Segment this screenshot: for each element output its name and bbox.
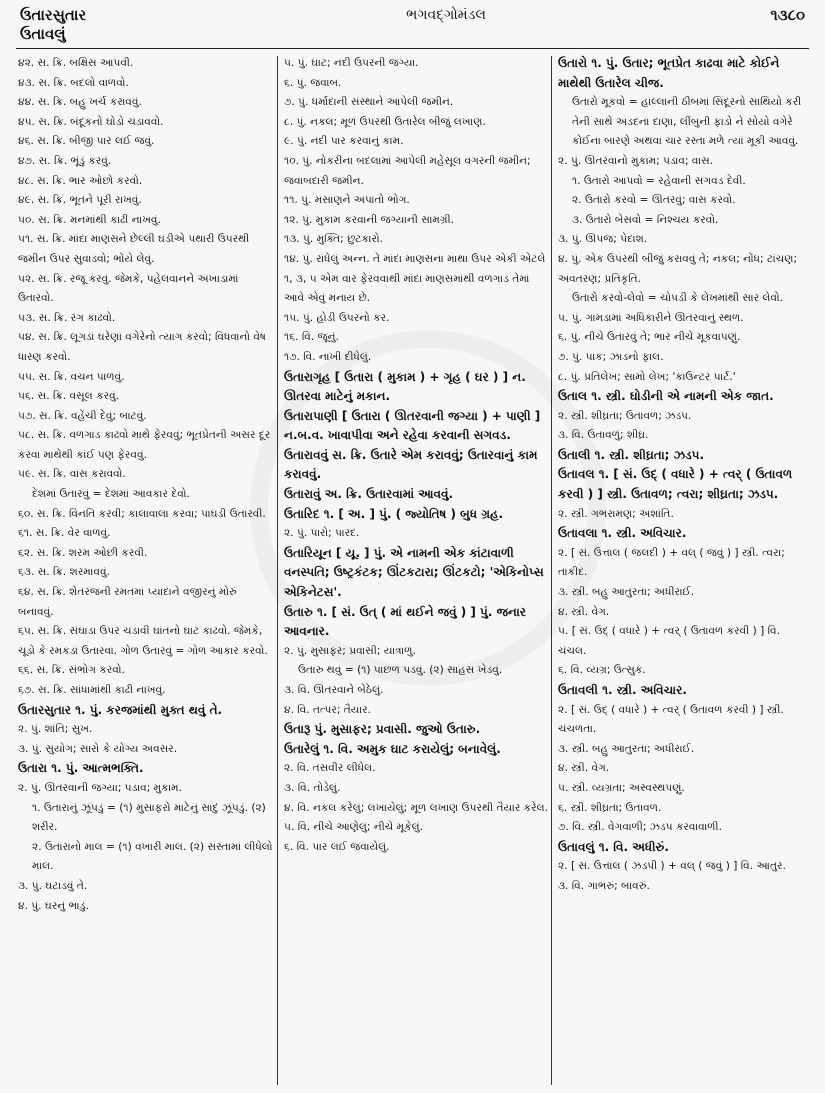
header-rule — [16, 48, 809, 49]
dictionary-sense-entry: ૨. પું. ઊતરવાની જગ્યા; પડાવ; મુકામ. — [18, 781, 183, 794]
dictionary-sense-entry: ૮. પું. પ્રતિલેખ; સામો લેખ; 'કાઉન્ટર પાર્ટ.' — [558, 370, 736, 383]
dictionary-sense-entry: ૬. વિ. પાર લઈ જવાયેલું. — [284, 840, 390, 853]
dictionary-headword-entry: ઉતારિયૂન [ યૂ. ] પું. એ નામની એક કાંટાવાળી વનસ્પતિ; ઉષ્ટ્રકંટક; ઊંટકટારા; ઊંટકટો; 'એકિનોપ્સ એકિનેટસ'. — [284, 545, 544, 600]
dictionary-sense-entry: ૭. વિ. સ્ત્રી. વેગવાળી; ઝડપ કરવાવાળી. — [558, 821, 722, 834]
dictionary-headword-entry: ઉતાવલું ૧. વિ. અધીરું. — [558, 839, 669, 854]
dictionary-sense-entry: ૫૬. સ. ક્રિ. વસૂલ કરવું. — [18, 390, 120, 403]
dictionary-sense-entry: ૪૯. સ. ક્રિ. ભૂતને પૂરી રાખવું. — [18, 194, 142, 207]
dictionary-sense-entry: ૨. [ સં. ઉદ્ ( વધારે ) + ત્વર્ ( ઉતાવળ કરવી ) ] સ્ત્રી. ચંચળતા. — [558, 703, 784, 736]
dictionary-sense-entry: ૬૧. સ. ક્રિ. વેર વાળવું. — [18, 527, 111, 540]
dictionary-sense-entry: ૬. પું. નીચે ઉતારવું તે; ભાર નીચે મૂકવાપણું. — [558, 331, 741, 344]
dictionary-sense-entry: ૨. પું. ઊતરવાનો મુકામ; પડાવ; વાસ. — [558, 154, 714, 167]
dictionary-sense-entry: ૧. ઉતારાનું ઝૂંપડું = (૧) મુસાફરો માટેનું સાદું ઝૂંપડું. (૨) શરીર. — [32, 801, 266, 834]
dictionary-sense-entry: ૩. વિ. તોડેલું. — [284, 781, 341, 794]
dictionary-sense-entry: ઉતારુ થવું = (૧) પાછળ પડવું. (૨) સાહસ ખેડવું. — [298, 664, 503, 677]
dictionary-sense-entry: ૪. સ્ત્રી. વેગ. — [558, 762, 610, 775]
dictionary-sense-entry: ૩. પું. ઊપજ; પેદાશ. — [558, 233, 648, 246]
dictionary-sense-entry: ૪૭. સ. ક્રિ. ભૂંડું કરવું. — [18, 154, 112, 167]
dictionary-sense-entry: ૬૨. સ. ક્રિ. શરમ ઓછી કરવી. — [18, 546, 148, 559]
dictionary-sense-entry: ૬. પું. જવાબ. — [284, 76, 342, 89]
dictionary-sense-entry: ૫. [ સં. ઉદ્ ( વધારે ) + ત્વર્ ( ઉતાવળ કરવી ) ] વિ. ચંચલ. — [558, 625, 780, 657]
dictionary-sense-entry: ૫૨. સ. ક્રિ. રજૂ કરવું. જેમકે, પહેલવાનને અખાડામાં ઉતારવો. — [18, 272, 239, 305]
dictionary-sense-entry: ૩. વિ. ઊતરવાને બેઠેલું. — [284, 684, 384, 696]
guide-word-last: ઉતાવલું — [20, 25, 66, 43]
dictionary-sense-entry: ૩. પું. સુયોગ; સારો કે યોગ્ય અવસર. — [18, 742, 178, 755]
dictionary-sense-entry: ૫૩. સ. ક્રિ. રંગ કાઢવો. — [18, 311, 116, 324]
dictionary-sense-entry: ૫. સ્ત્રી. વ્યગ્રતા; અસ્વસ્થપણું. — [558, 781, 685, 794]
dictionary-sense-entry: ૪. પું. એક ઉપરથી બીજું કરાવવું તે; નકલ; નોંધ; ટાંચણ; અવતરણ; પ્રતિકૃતિ. — [558, 252, 798, 285]
dictionary-headword-entry: ઉતારાવું અ. ક્રિ. ઉતારવામાં આવવું. — [284, 487, 454, 502]
dictionary-sense-entry: ૫. વિ. નીચે આણેલું; નીચે મૂકેલું. — [284, 821, 423, 834]
dictionary-sense-entry: ૩. વિ. ઉતાવળું; શીઘ્ર. — [558, 429, 649, 442]
dictionary-sense-entry: ૭. પું. પાક; ઝાડનો ફાલ. — [558, 350, 664, 363]
dictionary-sense-entry: ૬૭. સ. ક્રિ. સાંધામાંથી કાઢી નાખવું. — [18, 684, 166, 696]
dictionary-sense-entry: ૨. પું. મુસાફર; પ્રવાસી; યાત્રાળુ. — [284, 644, 416, 657]
dictionary-headword-entry: ઉતારસુતાર ૧. પું. કરજમાંથી મુક્ત થવું તે. — [18, 702, 223, 717]
dictionary-sense-entry: ૪. સ્ત્રી. વેગ. — [558, 605, 610, 618]
dictionary-headword-entry: ઉતારાવવું સ. ક્રિ. ઉતારે એમ કરાવવું; ઉતારવાનું કામ કરાવવું. — [284, 447, 538, 482]
dictionary-headword-entry: ઉતારા ૧. પું. આત્મભક્તિ. — [18, 761, 144, 776]
dictionary-sense-entry: ૧૩. પું. મુક્તિ; છુટકારો. — [284, 233, 384, 246]
dictionary-sense-entry: ૬. સ્ત્રી. શીઘ્રતા; ઉતાવળ. — [558, 801, 662, 814]
dictionary-sense-entry: ૧૬. વિ. જૂનું. — [284, 331, 339, 344]
dictionary-sense-entry: ૫૭. સ. ક્રિ. વહેંચી દેવું; બાટવું. — [18, 409, 147, 422]
dictionary-headword-entry: ઉતાલી ૧. સ્ત્રી. શીઘ્રતા; ઝડપ. — [558, 447, 705, 462]
header-guide-words — [20, 6, 86, 44]
dictionary-headword-entry: ઉતારેલું ૧. વિ. અમુક ઘાટ કરાયેલું; બનાવેલું. — [284, 741, 501, 756]
dictionary-sense-entry: ૪૨. સ. ક્રિ. બક્ષિસ આપવી. — [18, 57, 134, 69]
dictionary-sense-entry: ૨. પું. શાંતિ; સુખ. — [18, 723, 93, 736]
dictionary-sense-entry: ૨. વિ. તસવીર લીધેલ. — [284, 762, 376, 775]
dictionary-sense-entry: ૨. [ સં. ઉત્તાલ ( જલદી ) + વલ્ ( જવું ) ] સ્ત્રી. ત્વરા; તાકીદ. — [558, 546, 785, 579]
dictionary-sense-entry: ૫. પું. ઘાટ; નદી ઉપરની જગ્યા. — [284, 57, 419, 69]
dictionary-sense-entry: ૪. વિ. તત્પર; તૈયાર. — [284, 703, 371, 716]
dictionary-headword-entry: ઉતાવલ ૧. [ સં. ઉદ્ ( વધારે ) + ત્વર્ ( ઉતાવળ કરવી ) ] સ્ત્રી. ઉતાવળ; ત્વરા; શીઘ્રતા; ઝડપ. — [558, 467, 793, 502]
dictionary-sense-entry: ૭. પું. ધર્માદાની સંસ્થાને આપેલી જમીન. — [284, 96, 454, 109]
column-3 — [558, 54, 808, 1086]
dictionary-sense-entry: ૯. પું. નદી પાર કરવાનું કામ. — [284, 135, 404, 148]
dictionary-sense-entry: ૧૭. વિ. નાખી દીધેલું. — [284, 350, 372, 363]
dictionary-sense-entry: ૨. સ્ત્રી. શીઘ્રતા; ઉતાવળ; ઝડપ. — [558, 409, 692, 422]
dictionary-sense-entry: ૨. ઉતારો કરવો = ઊતરવું; વાસ કરવો. — [572, 194, 736, 207]
dictionary-sense-entry: ૬૫. સ. ક્રિ. સંઘાડા ઉપર ચડાવી ઘાંતનો ઘાટ કાઢવો. જેમકે, ચૂડો કે રમકડાં ઉતારવાં. ગોળ ઉતારવું = ગોળ આકાર કરવો. — [18, 625, 268, 657]
dictionary-sense-entry: ૬. વિ. વ્યગ્ર; ઉત્સુક. — [558, 664, 646, 677]
dictionary-sense-entry: ઉતારો કરવો-લેવો = ચોપડી કે લેખમાંથી સાર લેવો. — [572, 292, 784, 305]
dictionary-sense-entry: ૫૯. સ. ક્રિ. વાસ કરાવવો. — [18, 468, 126, 481]
dictionary-sense-entry: ૫. પું. ગામડામાં અધિકારીને ઊતરવાનું સ્થળ. — [558, 311, 744, 324]
dictionary-sense-entry: ૬૬. સ. ક્રિ. સંભોગ કરવો. — [18, 664, 125, 677]
dictionary-sense-entry: ૫૦. સ. ક્રિ. મનમાંથી કાઢી નાખવું. — [18, 213, 161, 226]
dictionary-headword-entry: ઉતાલ ૧. સ્ત્રી. ઘોડીની એ નામની એક જાત. — [558, 389, 774, 404]
dictionary-sense-entry: ૩. સ્ત્રી. બહુ આતુરતા; અધીરાઈ. — [558, 586, 695, 599]
dictionary-sense-entry: ૪૪. સ. ક્રિ. બહુ ખર્ચ કરાવવું. — [18, 96, 142, 109]
dictionary-headword-entry: ઉતારાગૃહ [ ઉતારા ( મુકામ ) + ગૃહ ( ઘર ) ] ન. ઊતરવા માટેનું મકાન. — [284, 369, 526, 404]
dictionary-sense-entry: ૨. પું. પારો; પારદ. — [284, 527, 360, 540]
dictionary-sense-entry: ૩. પું. ઘટાડવું તે. — [18, 879, 88, 892]
dictionary-sense-entry: ૪. વિ. નકલ કરેલું; લખાયેલું; મૂળ લખાણ ઉપરથી તૈયાર કરેલ. — [284, 801, 548, 814]
dictionary-headword-entry: ઉતાવલા ૧. સ્ત્રી. અવિચાર. — [558, 526, 687, 541]
dictionary-sense-entry: ૪૮. સ. ક્રિ. ભાર ઓછો કરવો. — [18, 174, 143, 187]
dictionary-sense-entry: ઉતારો મૂકવો = હાંલ્લાની ઠીબમાં સિંદૂરનો સાથિયો કરી તેની સાથે અડદના દાણા, લીંબુની ફાડો ને સોયો વગેરે કોઈના બારણે અથવા ચાર રસ્તા મળે ત્યાં મૂકી આવવું. — [572, 96, 802, 148]
dictionary-sense-entry: ૫૪. સ. ક્રિ. લૂગડાં ઘરેણાં વગેરેનો ત્યાગ કરવો; વિધવાનો વેષ ધારણ કરવો. — [18, 331, 266, 363]
dictionary-sense-entry: ૫૫. સ. ક્રિ. વચન પાળવું. — [18, 370, 125, 383]
page-header — [16, 6, 809, 50]
page-number: ૧૩૮૦ — [770, 6, 805, 24]
dictionary-sense-entry: ૧૦. પું. નોકરીના બદલામાં આપેલી મહેસૂલ વગરની જમીન; જવાબદારી જમીન. — [284, 154, 531, 187]
dictionary-sense-entry: ૬૪. સ. ક્રિ. શેતરંજની રમતમાં પ્યાદાને વજીરનું મોરું બનાવવું. — [18, 586, 237, 618]
dictionary-sense-entry: ૬૦. સ. ક્રિ. વિનતિ કરવી; કાલાવાલા કરવા; પાઘડી ઉતારવી. — [18, 507, 266, 520]
guide-word-first: ઉતારસુતાર — [20, 6, 87, 24]
dictionary-sense-entry: ૬૩. સ. ક્રિ. શરમાવવું. — [18, 566, 110, 579]
dictionary-sense-entry: ૨. સ્ત્રી. ગભરામણ; અશાંતિ. — [558, 507, 674, 520]
dictionary-sense-entry: ૪૬. સ. ક્રિ. બીજી પાર લઈ જવું. — [18, 135, 155, 148]
dictionary-sense-entry: ૫૧. સ. ક્રિ. માંદા માણસને છેલ્લી ઘડીએ પથારી ઉપરથી જમીન ઉપર સુવાડવો; ભોંયે લેવું. — [18, 233, 250, 265]
dictionary-sense-entry: ૧૪. પું. રાંધેલું અન્ન. તે માંદા માણસના માથા ઉપર એકી એટલે ૧, ૩, ૫ એમ વાર ફેરવવાથી માંદા માણસમાંથી વળગાડ તેમાં આવે એવું મનાય છે. — [284, 252, 546, 305]
dictionary-sense-entry: ૪૫. સ. ક્રિ. બંદૂકનો ઘોડો ચડાવવો. — [18, 115, 164, 128]
dictionary-sense-entry: દેશમાં ઉતારવું = દેશમાં આવકાર દેવો. — [32, 488, 190, 501]
book-title: ભગવદ્ગોમંડલ — [406, 7, 486, 23]
column-2 — [284, 54, 549, 1086]
dictionary-headword-entry: ઉતાવલી ૧. સ્ત્રી. અવિચાર. — [558, 683, 687, 697]
dictionary-sense-entry: ૨. ઉતારાનો માલ = (૧) વખારી માલ. (૨) સસ્તામાં લીધેલો માલ. — [32, 840, 273, 873]
dictionary-sense-entry: ૧૫. પું. હોડી ઉપરનો કર. — [284, 311, 390, 324]
dictionary-sense-entry: ૧૨. પું. મુકામ કરવાની જગ્યાની સામગ્રી. — [284, 213, 455, 226]
dictionary-sense-entry: ૪. પું. ઘરનું ભાડું. — [18, 899, 89, 912]
columns — [18, 54, 808, 1086]
dictionary-sense-entry: ૩. સ્ત્રી. બહુ આતુરતા; અધીરાઈ. — [558, 742, 695, 755]
dictionary-headword-entry: ઉતારાપાણી [ ઉતારા ( ઊતરવાની જગ્યા ) + પાણી ] ન.બ.વ. ખાવાપીવા અને રહેવા કરવાની સગવડ. — [284, 408, 541, 443]
dictionary-sense-entry: ૧૧. પું. મસાણને અપાતો ભોગ. — [284, 194, 410, 207]
dictionary-sense-entry: ૫૮. સ. ક્રિ. વળગાડ કાઢવો માથે ફેરવવું; ભૂતપ્રેતની અસર દૂર કરવા માથેથી કાંઈ પણ ફેરવવું. — [18, 429, 271, 461]
dictionary-headword-entry: ઉતારૂ પું. મુસાફર; પ્રવાસી. જુઓ ઉતારુ. — [284, 722, 481, 737]
dictionary-sense-entry: ૩. ઉતારો બેસવો = નિશ્ચય કરવો. — [572, 213, 719, 226]
dictionary-sense-entry: ૮. પું. નકલ; મૂળ ઉપરથી ઉતારેલ બીજું લખાણ. — [284, 115, 486, 128]
dictionary-sense-entry: ૪૩. સ. ક્રિ. બદલો વાળવો. — [18, 76, 129, 89]
dictionary-sense-entry: ૨. [ સં. ઉત્તાલ ( ઝડપી ) + વલ્ ( જવું ) ] વિ. આતુર. — [558, 860, 786, 873]
dictionary-headword-entry: ઉતારુ ૧. [ સં. ઉત્ ( માં થઈને જવું ) ] પું. જનાર આવનાર. — [284, 604, 527, 639]
column-1 — [18, 54, 273, 1086]
dictionary-sense-entry: ૧. ઉતારો આપવો = રહેવાની સગવડ દેવી. — [572, 174, 746, 187]
dictionary-headword-entry: ઉતારો ૧. પું. ઉતાર; ભૂતપ્રેત કાઢવા માટે કોઈને માથેથી ઉતારેલ ચીજ. — [558, 56, 780, 90]
dictionary-sense-entry: ૩. વિ. ગાભરું; બાવરું. — [558, 879, 650, 892]
dictionary-headword-entry: ઉતારિદ ૧. [ અ. ] પું. ( જ્યોતિષ ) બુધ ગ્રહ. — [284, 506, 504, 521]
